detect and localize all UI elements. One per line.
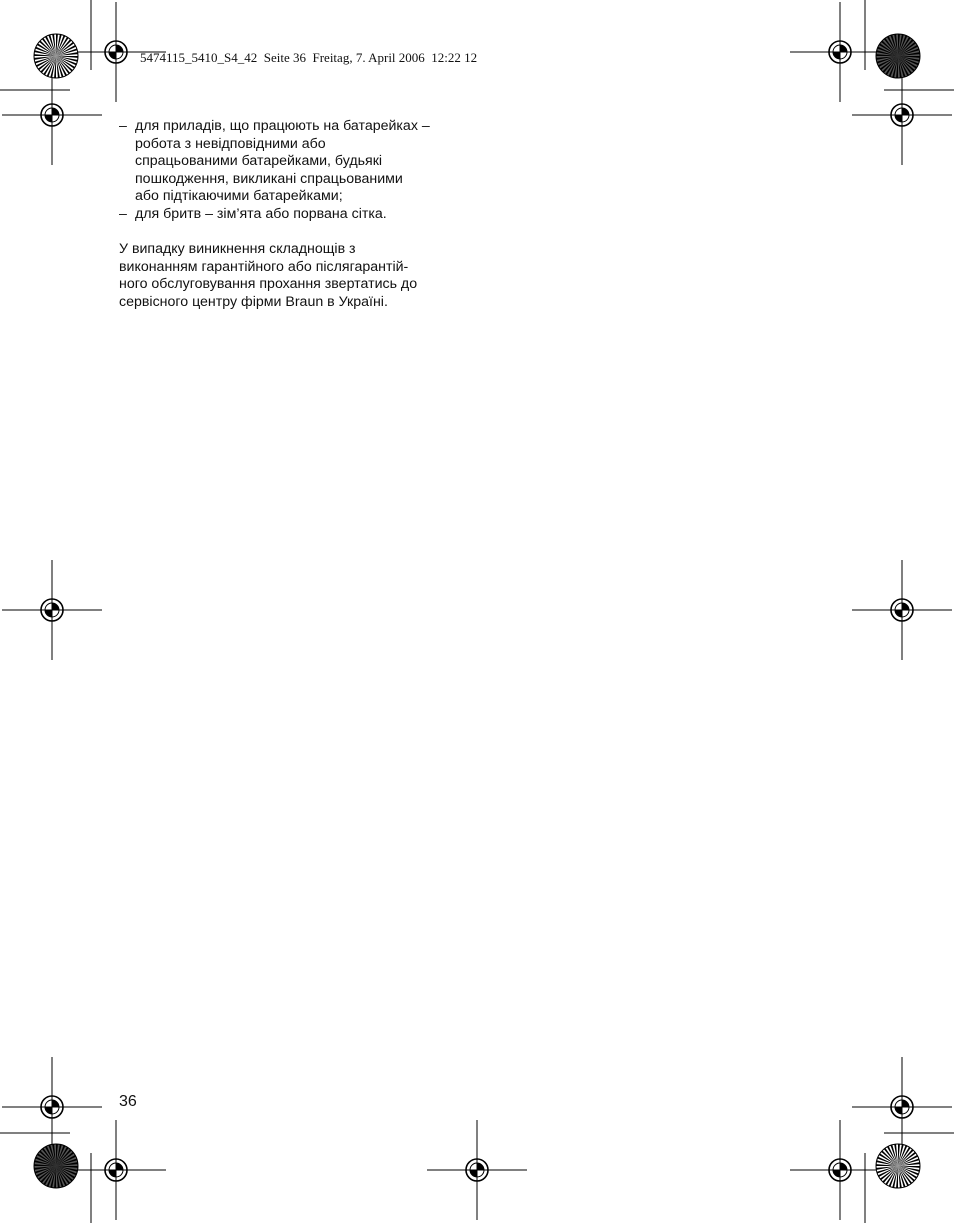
text-line: сервісного центру фірми Braun в Україні.: [119, 293, 388, 310]
text-line: для бритв – зім’ята або порвана сітка.: [135, 205, 387, 222]
page-number: 36: [119, 1093, 137, 1110]
color-bar-star: [876, 34, 920, 78]
text-line: для приладів, що працюють на батарейках –: [135, 118, 430, 134]
service-paragraph: [119, 241, 479, 311]
list-item: [119, 118, 479, 206]
registration-mark: [427, 1120, 527, 1220]
warranty-text: [119, 118, 479, 312]
registration-mark: [2, 1057, 102, 1157]
text-line: або підтікаючими батарейками;: [135, 188, 343, 205]
color-bar-star: [876, 1144, 920, 1188]
registration-mark: [2, 65, 102, 165]
text-line: ного обслуговування прохання звертатись до: [119, 276, 418, 293]
text-line: спрацьованими батарейками, будьякі: [135, 153, 383, 170]
registration-mark: [66, 1120, 166, 1220]
color-bar-star: [34, 1144, 78, 1188]
color-bar-star: [34, 34, 78, 78]
registration-mark: [2, 560, 102, 660]
text-line: робота з невідповідними або: [135, 135, 326, 152]
list-dash: –: [119, 205, 127, 222]
registration-mark: [790, 2, 890, 102]
registration-mark: [852, 65, 952, 165]
registration-mark: [852, 560, 952, 660]
text-line: пошкодження, викликані спрацьованими: [135, 170, 403, 187]
registration-mark: [790, 1120, 890, 1220]
registration-mark: [852, 1057, 952, 1157]
list-dash: –: [119, 118, 127, 134]
text-line: виконанням гарантійного або післягарантій-: [119, 258, 409, 275]
list-item: [119, 206, 479, 224]
print-slug: 5474115_5410_S4_42 Seite 36 Freitag, 7. April 2006 12:22 12: [140, 50, 478, 65]
text-line: У випадку виникнення складнощів з: [119, 241, 356, 258]
